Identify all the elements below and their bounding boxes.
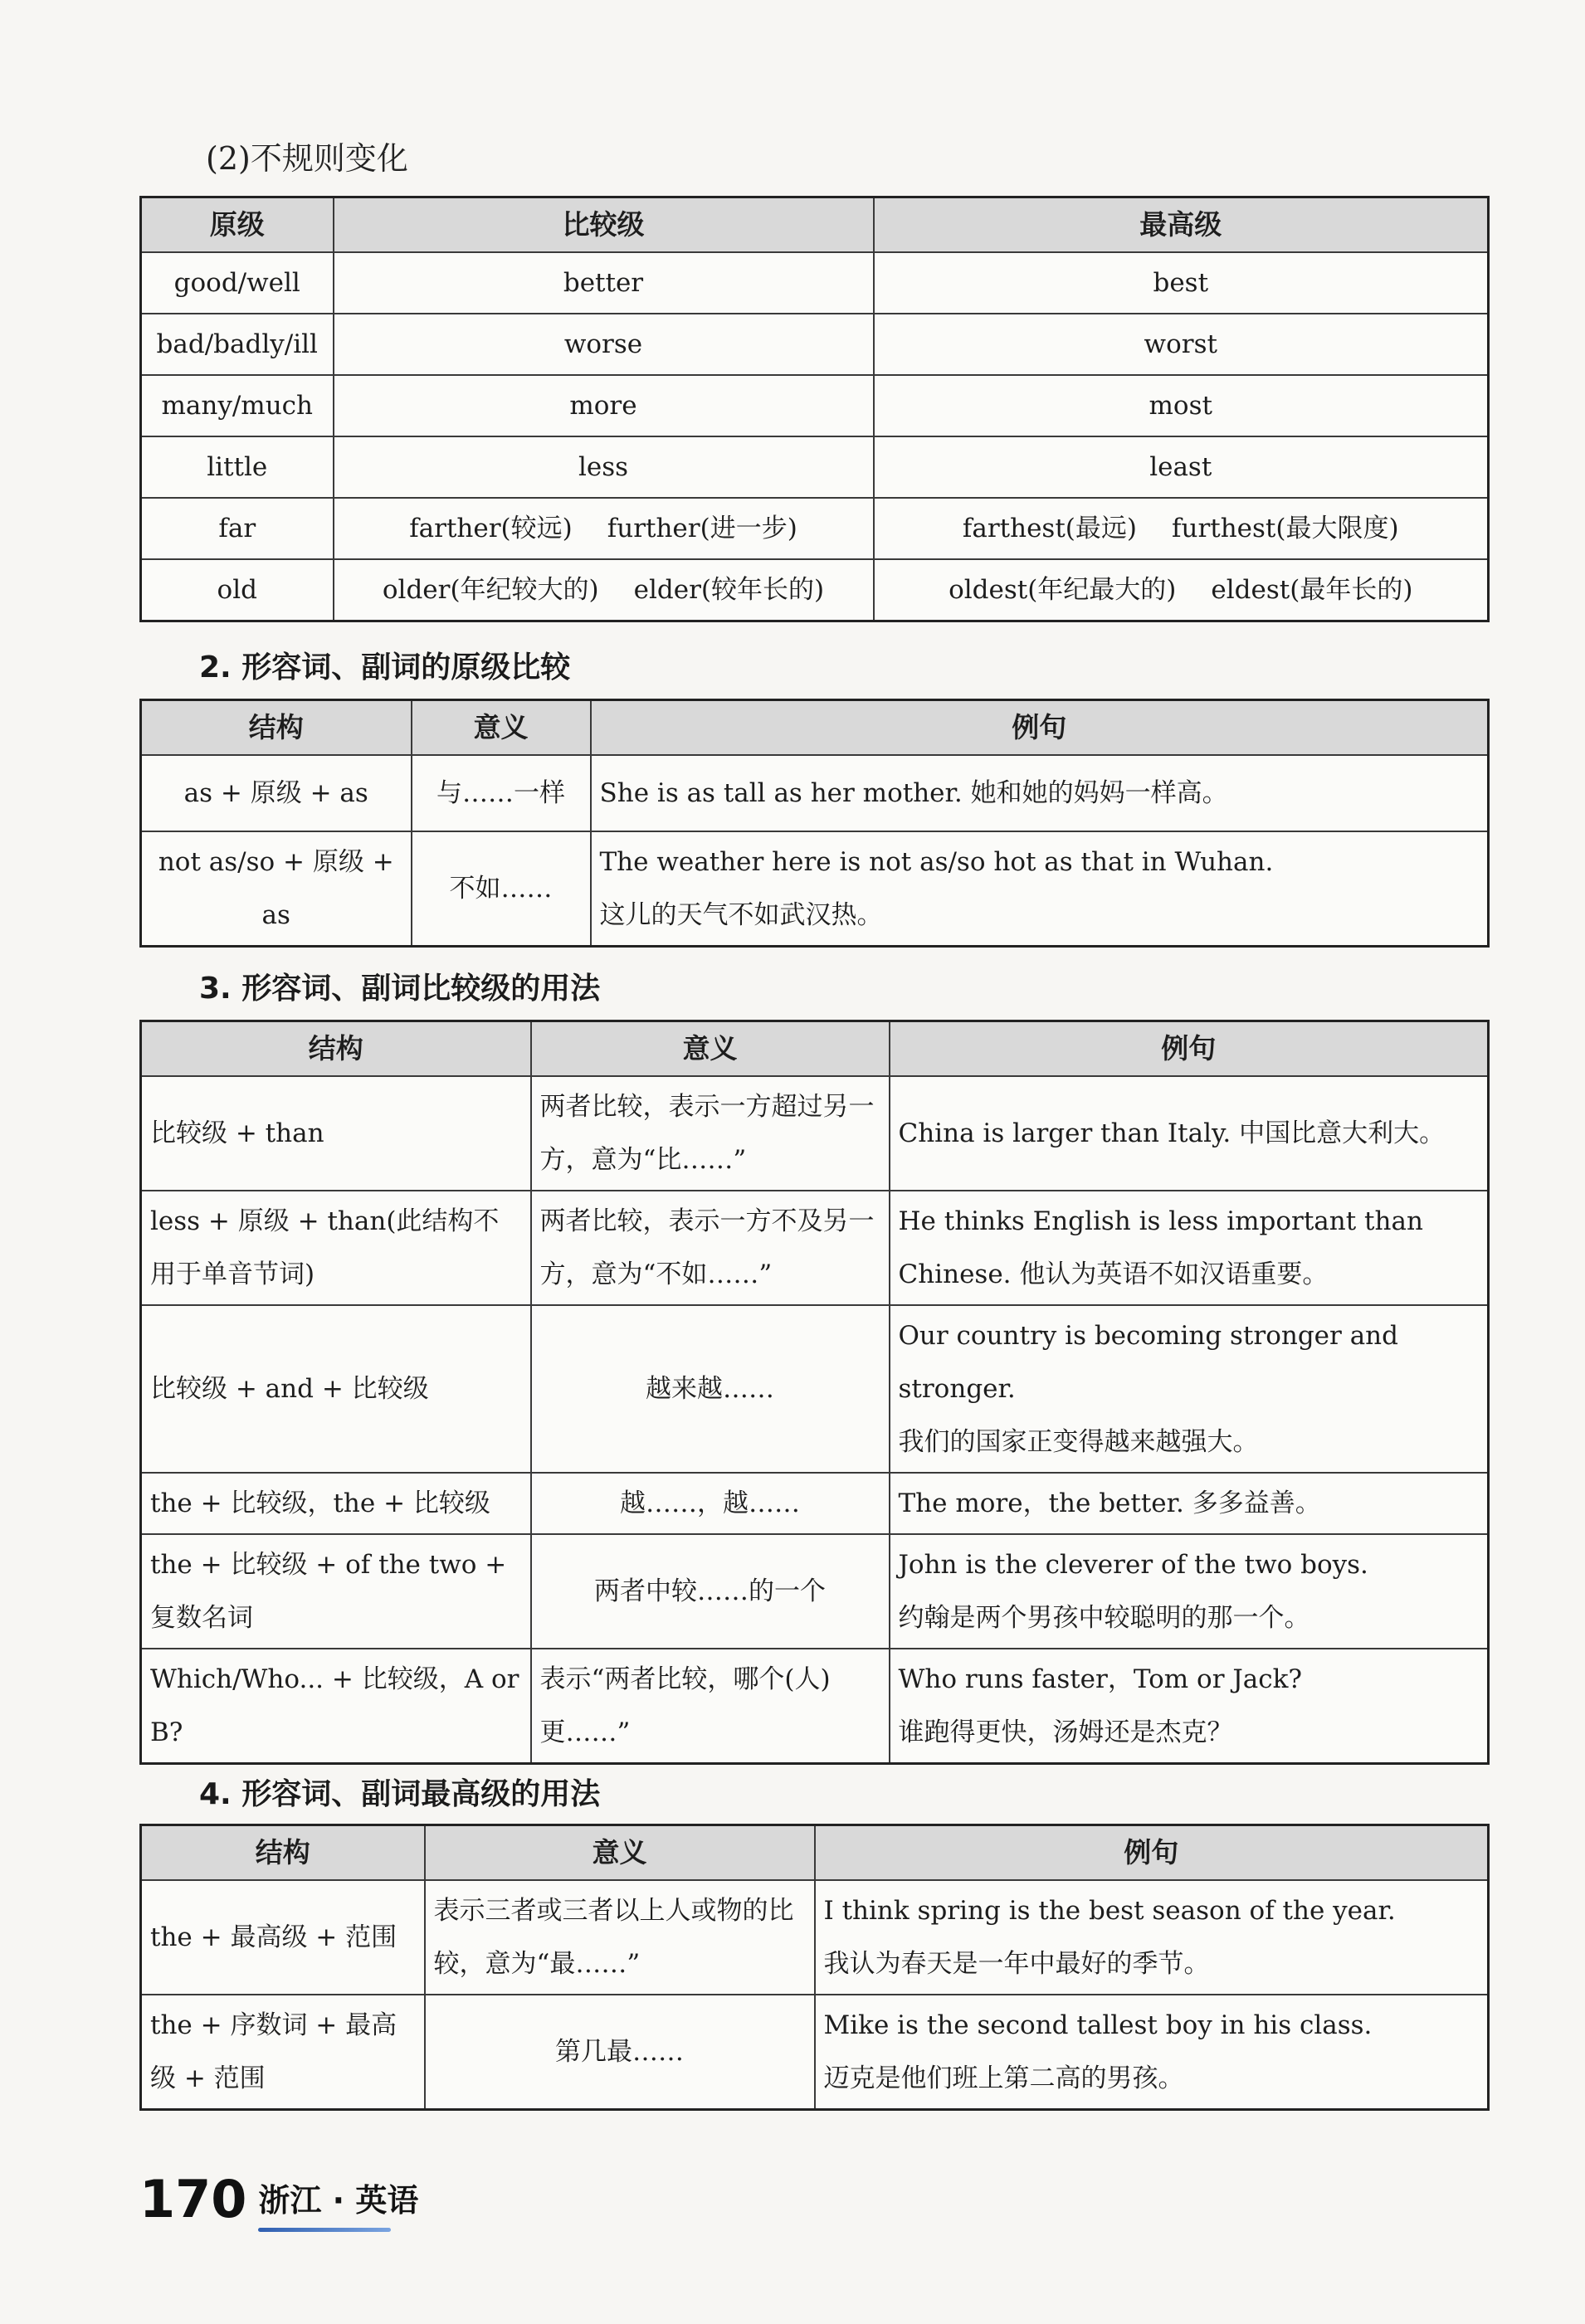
table-row	[141, 314, 1489, 375]
superlative-usage-table	[139, 1824, 1490, 2111]
base-form: bad/badly/ill	[141, 314, 334, 375]
comparative-form: less	[334, 436, 874, 498]
table-header-row	[141, 1825, 1489, 1881]
meaning-cell: 越来越……	[531, 1305, 890, 1473]
structure-cell: Which/Who... + 比较级，A or B?	[141, 1649, 531, 1764]
table-row	[141, 1649, 1489, 1764]
structure-cell: less + 原级 + than(此结构不用于单音节词)	[141, 1191, 531, 1305]
section-2-title: 2. 形容词、副词的原级比较	[199, 650, 571, 685]
superlative-form: worst	[874, 314, 1489, 375]
table-row	[141, 755, 1489, 831]
example-cell: John is the cleverer of the two boys. 约翰是两个男孩中较聪明的那一个。	[890, 1534, 1489, 1649]
structure-cell: the + 比较级 + of the two + 复数名词	[141, 1534, 531, 1649]
header-base: 原级	[141, 197, 334, 253]
irregular-forms-table	[139, 196, 1490, 622]
structure-cell: 比较级 + than	[141, 1076, 531, 1191]
example-cell: The weather here is not as/so hot as that in Wuhan. 这儿的天气不如武汉热。	[591, 831, 1489, 947]
table-row	[141, 375, 1489, 436]
section-3-title: 3. 形容词、副词比较级的用法	[199, 972, 601, 1006]
page-footer	[139, 2169, 419, 2229]
superlative-form: oldest(年纪最大的) eldest(最年长的)	[874, 559, 1489, 621]
table-row	[141, 831, 1489, 947]
structure-cell: not as/so + 原级 + as	[141, 831, 412, 947]
example-cell: I think spring is the best season of the year. 我认为春天是一年中最好的季节。	[815, 1880, 1489, 1995]
header-structure: 结构	[141, 700, 412, 756]
comparative-form: more	[334, 375, 874, 436]
book-label: 浙江 · 英语	[258, 2175, 418, 2220]
header-structure: 结构	[141, 1825, 425, 1881]
comparative-form: worse	[334, 314, 874, 375]
comparative-form: better	[334, 252, 874, 314]
meaning-cell: 不如……	[412, 831, 591, 947]
structure-cell: the + 序数词 + 最高级 + 范围	[141, 1995, 425, 2110]
header-example: 例句	[815, 1825, 1489, 1881]
example-cell: China is larger than Italy. 中国比意大利大。	[890, 1076, 1489, 1191]
page-number: 170	[139, 2169, 247, 2229]
table-header-row	[141, 1021, 1489, 1077]
example-cell: The more，the better. 多多益善。	[890, 1473, 1489, 1534]
base-form: good/well	[141, 252, 334, 314]
example-cell: Our country is becoming stronger and stronger. 我们的国家正变得越来越强大。	[890, 1305, 1489, 1473]
meaning-cell: 表示三者或三者以上人或物的比较，意为“最……”	[425, 1880, 815, 1995]
table-row	[141, 559, 1489, 621]
table-row	[141, 1191, 1489, 1305]
example-cell: He thinks English is less important than Chinese. 他认为英语不如汉语重要。	[890, 1191, 1489, 1305]
label-underline	[258, 2228, 391, 2232]
example-cell: She is as tall as her mother. 她和她的妈妈一样高。	[591, 755, 1489, 831]
structure-cell: as + 原级 + as	[141, 755, 412, 831]
header-meaning: 意义	[412, 700, 591, 756]
table-header-row	[141, 700, 1489, 756]
base-form: many/much	[141, 375, 334, 436]
meaning-cell: 两者比较，表示一方超过另一方，意为“比……”	[531, 1076, 890, 1191]
table-row	[141, 1534, 1489, 1649]
header-meaning: 意义	[425, 1825, 815, 1881]
table-row	[141, 1473, 1489, 1534]
meaning-cell: 两者比较，表示一方不及另一方，意为“不如……”	[531, 1191, 890, 1305]
header-superlative: 最高级	[874, 197, 1489, 253]
table-row	[141, 1995, 1489, 2110]
table-row	[141, 498, 1489, 559]
example-cell: Who runs faster，Tom or Jack? 谁跑得更快，汤姆还是杰克？	[890, 1649, 1489, 1764]
superlative-form: best	[874, 252, 1489, 314]
comparative-form: older(年纪较大的) elder(较年长的)	[334, 559, 874, 621]
meaning-cell: 表示“两者比较，哪个(人)更……”	[531, 1649, 890, 1764]
header-example: 例句	[591, 700, 1489, 756]
table-row	[141, 1880, 1489, 1995]
base-form: little	[141, 436, 334, 498]
section-4-title: 4. 形容词、副词最高级的用法	[199, 1777, 601, 1811]
subsection-title: (2)不规则变化	[206, 140, 408, 177]
meaning-cell: 两者中较……的一个	[531, 1534, 890, 1649]
superlative-form: farthest(最远) furthest(最大限度)	[874, 498, 1489, 559]
header-structure: 结构	[141, 1021, 531, 1077]
header-example: 例句	[890, 1021, 1489, 1077]
table-row	[141, 436, 1489, 498]
table-row	[141, 1076, 1489, 1191]
structure-cell: the + 比较级，the + 比较级	[141, 1473, 531, 1534]
comparative-usage-table	[139, 1020, 1490, 1765]
superlative-form: least	[874, 436, 1489, 498]
comparative-form: farther(较远) further(进一步)	[334, 498, 874, 559]
superlative-form: most	[874, 375, 1489, 436]
header-meaning: 意义	[531, 1021, 890, 1077]
example-cell: Mike is the second tallest boy in his class. 迈克是他们班上第二高的男孩。	[815, 1995, 1489, 2110]
table-header-row	[141, 197, 1489, 253]
meaning-cell: 第几最……	[425, 1995, 815, 2110]
table-row	[141, 1305, 1489, 1473]
base-form: old	[141, 559, 334, 621]
positive-comparison-table	[139, 699, 1490, 948]
base-form: far	[141, 498, 334, 559]
structure-cell: 比较级 + and + 比较级	[141, 1305, 531, 1473]
header-comparative: 比较级	[334, 197, 874, 253]
meaning-cell: 与……一样	[412, 755, 591, 831]
table-row	[141, 252, 1489, 314]
structure-cell: the + 最高级 + 范围	[141, 1880, 425, 1995]
meaning-cell: 越……，越……	[531, 1473, 890, 1534]
